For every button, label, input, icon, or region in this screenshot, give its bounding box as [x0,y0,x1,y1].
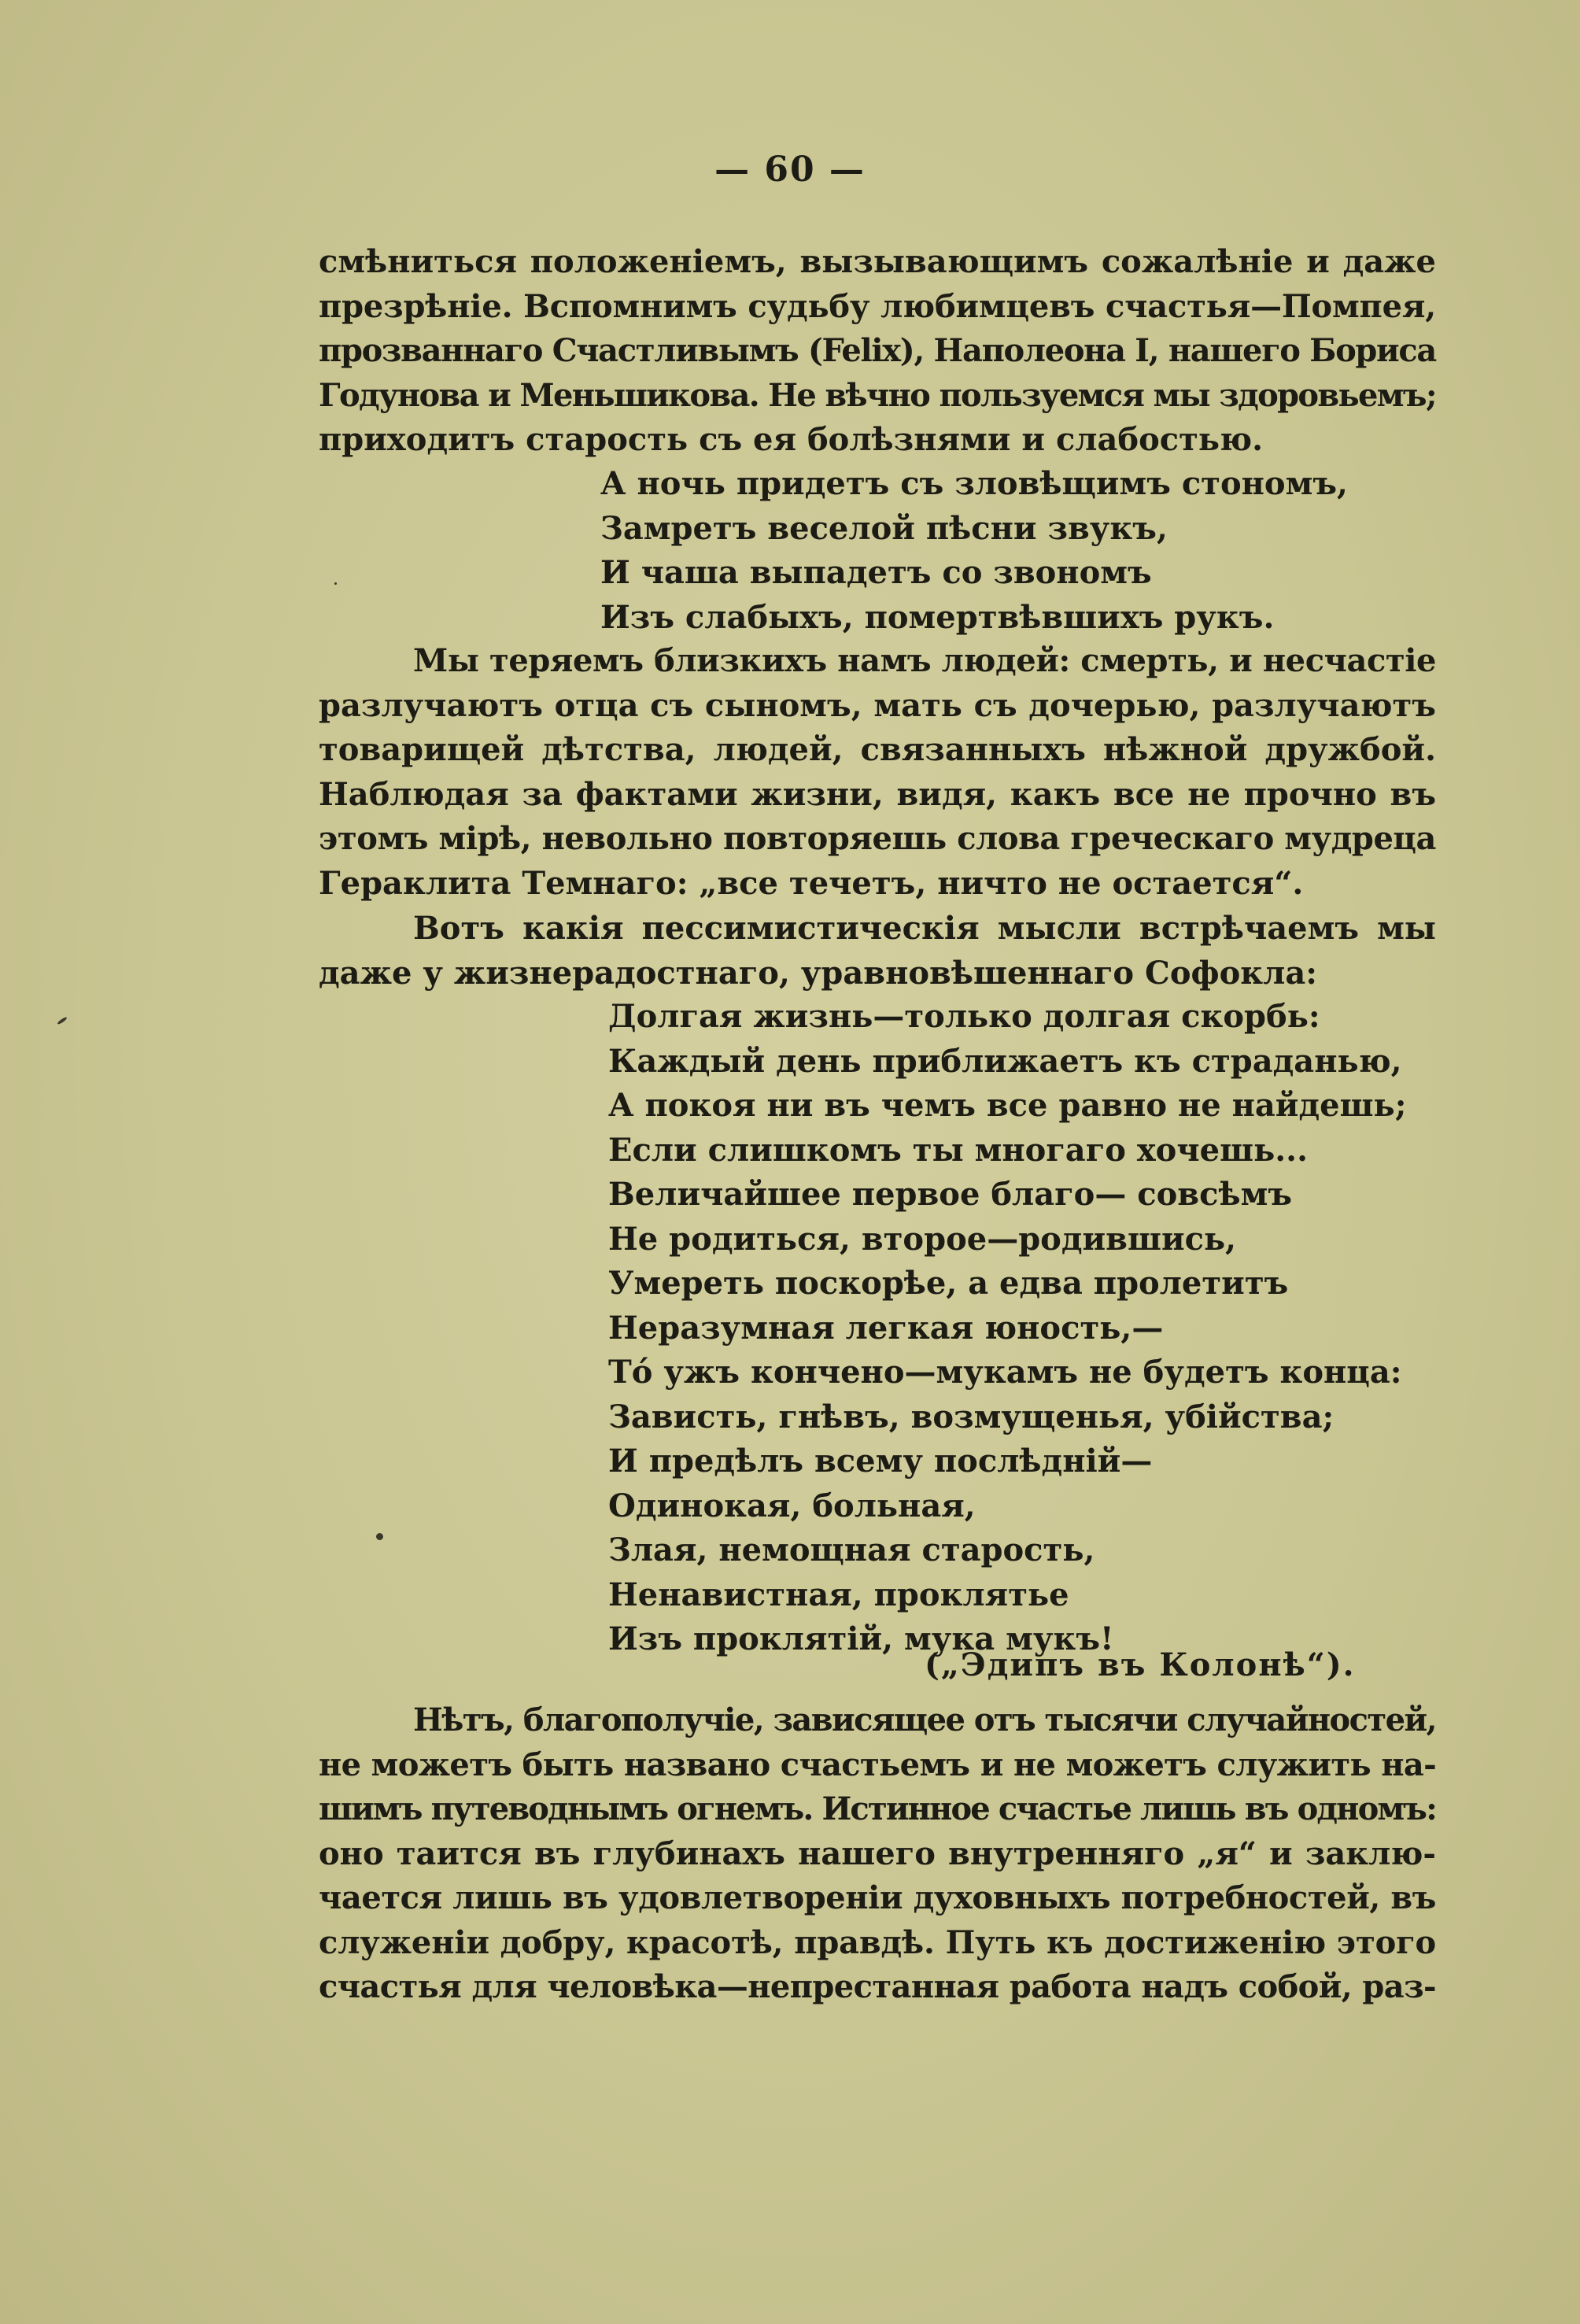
text-line: чается лишь въ удовлетвореніи духовныхъ потребностей, въ [319,1879,1437,1916]
paper-speck [334,582,337,585]
text-line: оно таится въ глубинахъ нашего внутренняго „я“ и заклю- [319,1834,1436,1872]
text-line: разлучаютъ отца съ сыномъ, мать съ дочерью, разлучаютъ [319,686,1436,724]
text-line: служеніи добру, красотѣ, правдѣ. Путь къ достиженію этого [319,1923,1437,1961]
text-line: не можетъ быть названо счастьемъ и не можетъ служить на- [319,1746,1436,1783]
text-line: презрѣніе. Вспомнимъ судьбу любимцевъ счастья—Помпея, [319,287,1436,325]
text-line: Гераклита Темнаго: „все течетъ, ничто не остается“. [319,864,1304,902]
paragraph-2 [319,639,1436,906]
verse-attribution: („Эдипъ въ Колонѣ“). [925,1646,1356,1683]
paragraph-1 [319,240,1436,463]
verse-line: Зависть, гнѣвъ, возмущенья, убійства; [608,1398,1335,1435]
verse-1 [600,462,1348,640]
verse-line: Умереть поскорѣе, а едва пролетитъ [608,1265,1289,1302]
verse-line: Одинокая, больная, [608,1487,976,1524]
verse-line: Величайшее первое благо— совсѣмъ [608,1176,1293,1213]
text-line: этомъ мірѣ, невольно повторяешь слова греческаго мудреца [319,820,1436,857]
verse-line: Не родиться, второе—родившись, [608,1220,1237,1258]
text-line: даже у жизнерадостнаго, уравновѣшеннаго Софокла: [319,954,1318,992]
text-line: смѣниться положеніемъ, вызывающимъ сожалѣніе и даже [319,243,1436,280]
verse-line: То́ ужъ кончено—мукамъ не будетъ конца: [608,1354,1402,1391]
verse-line: И чаша выпадетъ со звономъ [600,554,1152,591]
text-line: приходитъ старость съ ея болѣзнями и слабостью. [319,421,1264,458]
verse-line: Неразумная легкая юность,— [608,1309,1164,1347]
text-line: шимъ путеводнымъ огнемъ. Истинное счастье лишь въ одномъ: [319,1790,1436,1827]
text-line: прозваннаго Счастливымъ (Felix), Наполеона I, нашего Бориса [319,332,1436,369]
verse-line: Злая, немощная старость, [608,1531,1095,1568]
text-line: Наблюдая за фактами жизни, видя, какъ все не прочно въ [319,775,1436,813]
text-line: товарищей дѣтства, людей, связанныхъ нѣжной дружбой. [319,731,1436,768]
text-line: Нѣтъ, благополучіе, зависящее отъ тысячи случайностей, [413,1701,1436,1738]
verse-line: А ночь придетъ съ зловѣщимъ стономъ, [600,465,1348,502]
verse-line: Если слишкомъ ты многаго хочешь... [608,1131,1309,1169]
verse-line: Ненавистная, проклятье [608,1576,1069,1613]
paragraph-3 [319,907,1436,996]
page-number: — 60 — [714,150,866,190]
text-line: Мы теряемъ близкихъ намъ людей: смерть, и несчастіе [413,642,1436,679]
verse-line: Долгая жизнь—только долгая скорбь: [608,998,1320,1035]
verse-2 [608,995,1406,1662]
paper-speck [376,1533,383,1540]
verse-line: А покоя ни въ чемъ все равно не найдешь; [608,1087,1407,1124]
verse-line: Каждый день приближаетъ къ страданью, [608,1042,1402,1080]
text-line: счастья для человѣка—непрестанная работа надъ собой, раз- [319,1968,1437,2005]
verse-line: Изъ слабыхъ, помертвѣвшихъ рукъ. [600,598,1275,636]
verse-line: Изъ проклятій, мука мукъ! [608,1620,1114,1657]
verse-line: Замретъ веселой пѣсни звукъ, [600,509,1168,547]
paper-speck [57,1016,68,1025]
text-line: Годунова и Меньшикова. Не вѣчно пользуемся мы здоровьемъ; [319,376,1436,414]
paragraph-4 [319,1698,1436,2010]
verse-line: И предѣлъ всему послѣдній— [608,1443,1153,1480]
text-line: Вотъ какія пессимистическія мысли встрѣчаемъ мы [413,910,1436,947]
